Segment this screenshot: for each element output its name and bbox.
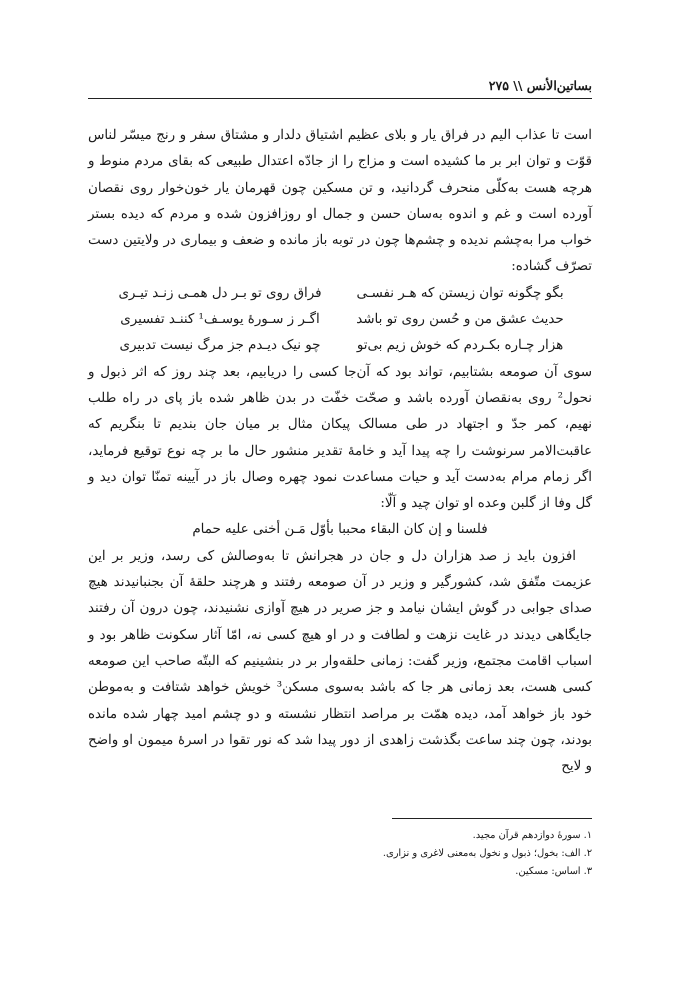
poem-verse [88, 307, 592, 333]
text-line: سوی آن صومعه بشتابیم، تواند بود که آن‌جا کسی را دریابیم، بعد چند روز که اثر ذبول و [88, 364, 592, 380]
text-line: است تا عذاب الیم در فراق یار و بلای عظیم اشتیاق دلدار و مشتاق سفر و رنج میسّر لناس [88, 128, 592, 143]
paragraph-3 [88, 544, 592, 781]
text-line: هرچه هست به‌کلّی منحرف گردانید، و تن مسکین چون قهرمان یار خون‌خوار روی نقصان [88, 180, 592, 196]
text-line: به‌دست آید و حیات مساعدت نمود چهره وصال باز در آیینه تمنّا توان دید و گل وفا از گلبن [88, 469, 592, 512]
hemistich-second: اگـر ز سـورهٔ یوسـف¹ کننـد تفسیری [120, 312, 320, 328]
text-line: وعده او توان چید و اَلّا: [380, 496, 507, 512]
text-line: چون چند ساعت بگذشت زاهدی از دور پیدا شد که نور تقوا در اسرهٔ میمون او واضح و لایح [88, 732, 592, 775]
hemistich-first: حدیث عشق من و حُسن روی تو باشد [356, 312, 564, 328]
text-line: مرا به‌چشم ندیده و چشم‌ها چون در توبه باز مانده و ضعف و بیماری در ولایتین دست [88, 233, 556, 249]
footnote-2: ۲. الف: بخول؛ ذبول و نخول به‌معنی لاغری و نزاری. [382, 848, 592, 859]
running-header [88, 76, 592, 99]
running-title: بساتین‌الأنس \\ ۲۷۵ [488, 78, 592, 93]
footnote-3: ۳. اساس: مسکین. [515, 866, 592, 877]
text-line: جایگاهی دیدند در غایت نزهت و لطافت و در او هیچ کسی نه، امّا آثار سکونت ظاهر بود و [88, 627, 592, 643]
text-line: نحول² روی به‌نقصان آورده باشد و صحّت خفّت در بدن ظاهر شده باز پای در راه طلب نهیم، [88, 390, 592, 433]
text-line: افزون باید ز صد هزاران دل و جان در هجرانش تا به‌وصالش کی رسد، وزیر بر این [88, 548, 576, 564]
text-line: آورده است و غم و اندوه به‌سان حسن و جمال او روزافزون شده و مردم که دیده بستر خواب [88, 206, 593, 249]
text-line: کسی هست، بعد زمانی هر جا که باشد به‌سوی مسکن³ خویش خواهد شتافت و به‌موطن خود [88, 680, 592, 722]
paragraph-1 [88, 123, 592, 281]
text-line: تصرّف گشاده: [511, 259, 592, 275]
main-text [88, 123, 592, 780]
hemistich-first: بگو چگونه توان زیستن که هـر نفسـی [356, 285, 564, 301]
text-line: سرنوشت را چه پیدا آید و خامهٔ تقدیر منشور حال ما بر چه نوع توقیع فرماید، اگر زمام مرام [88, 443, 592, 485]
poem-verse [88, 333, 592, 359]
persian-poem [88, 281, 592, 360]
footnotes [88, 818, 592, 881]
text-line: کمر جدّ و اجتهاد در طی مسالک پیکان مثال بر میان جان بندیم تا بنگریم که عاقبت‌الامر [88, 417, 592, 459]
poem-verse [88, 281, 592, 307]
hemistich-second: فراق روی تو بـر دل همـی زنـد تیـری [118, 285, 322, 301]
text-line: باز خواهد آمد، دیده همّت بر مراصد انتظار نشسته و دو چشم امید چهار شده مانده بودند، [88, 706, 592, 748]
paragraph-2 [88, 360, 592, 518]
hemistich-first: هزار چـاره بکـردم که خوش زیم بی‌تو [356, 338, 564, 354]
hemistich-second: چو نیک دیـدم جز مرگ نیست تدبیری [119, 338, 321, 354]
text-line: صدای جوابی در گوش ایشان نیامد و جز صریر در هیچ آوازی نشنیدند، چون درون آن رفتند [88, 601, 592, 617]
arabic-verse: فلسنا و إن کان البقاء محببا بأوّل مَـن أخنی علیه حمام [192, 522, 488, 538]
text-line: اسباب اقامت مجتمع، وزیر گفت: زمانی حلقه‌وار بر در بنشینیم که البتّه صاحب این صومعه [88, 653, 592, 669]
text-line: عزیمت متّفق شد، کشورگیر و وزیر در آن صومعه رفتند و هرچند حلقهٔ آن بجنبانیدند هیچ [88, 575, 592, 591]
footnote-1: ۱. سورهٔ دوازدهم قرآن مجید. [472, 830, 592, 841]
text-line: قوّت و توان ابر بر ما کشیده است و مزاج را از جادّه اعتدال طبیعی که بقای مردم منوط و [88, 154, 592, 170]
footnote-rule [392, 818, 592, 819]
